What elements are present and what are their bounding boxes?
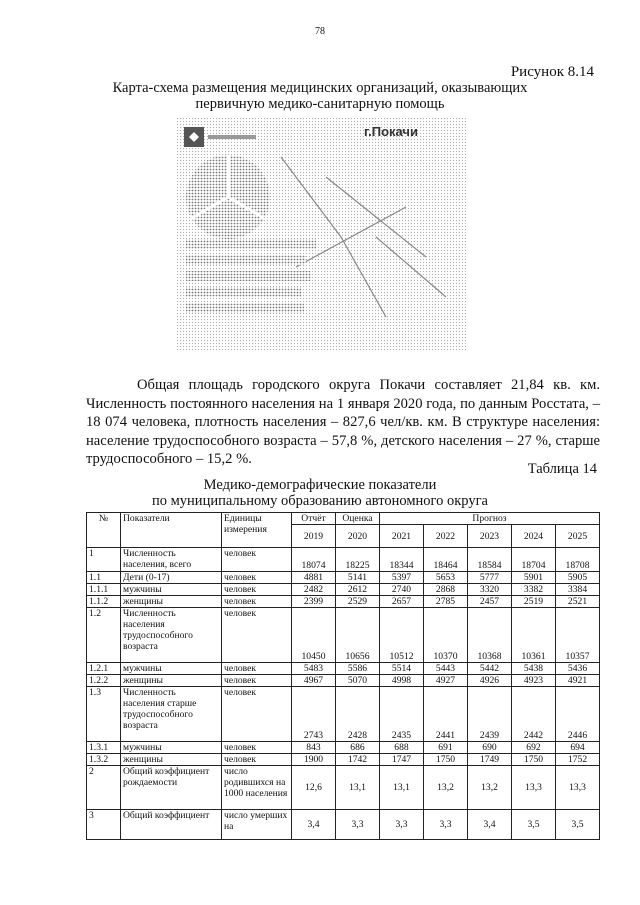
table-row (87, 663, 600, 675)
figure-title-line2: первичную медико-санитарную помощь (195, 96, 445, 112)
value-cell: 18225 (336, 548, 380, 572)
header-year: 2023 (468, 525, 512, 548)
value-cell: 1750 (512, 754, 556, 766)
table-row (87, 675, 600, 687)
value-cell: 5397 (380, 572, 424, 584)
value-cell: 10357 (556, 608, 600, 663)
value-cell: 13,1 (380, 766, 424, 810)
value-cell: 2868 (424, 584, 468, 596)
unit-cell: человек (222, 608, 292, 663)
value-cell: 2457 (468, 596, 512, 608)
value-cell: 10370 (424, 608, 468, 663)
header-year: 2022 (424, 525, 468, 548)
unit-cell: человек (222, 754, 292, 766)
value-cell: 2785 (424, 596, 468, 608)
value-cell: 13,2 (424, 766, 468, 810)
value-cell: 4927 (424, 675, 468, 687)
row-number-cell: 1.3 (87, 687, 121, 742)
value-cell: 4921 (556, 675, 600, 687)
value-cell: 1900 (292, 754, 336, 766)
value-cell: 5438 (512, 663, 556, 675)
value-cell: 5141 (336, 572, 380, 584)
table-row (87, 687, 600, 742)
value-cell: 5586 (336, 663, 380, 675)
value-cell: 5905 (556, 572, 600, 584)
value-cell: 5483 (292, 663, 336, 675)
header-forecast: Прогноз (380, 513, 600, 525)
district-circle (186, 155, 270, 239)
header-report: Отчёт (292, 513, 336, 525)
value-cell: 2441 (424, 687, 468, 742)
table-row (87, 584, 600, 596)
value-cell: 5777 (468, 572, 512, 584)
value-cell: 3,3 (336, 810, 380, 840)
table-row (87, 754, 600, 766)
row-number-cell: 1.1 (87, 572, 121, 584)
value-cell: 2435 (380, 687, 424, 742)
row-number-cell: 1 (87, 548, 121, 572)
value-cell: 690 (468, 742, 512, 754)
figure-title-line1: Карта-схема размещения медицинских организаций, оказывающих (112, 80, 528, 96)
row-number-cell: 3 (87, 810, 121, 840)
value-cell: 4923 (512, 675, 556, 687)
table-row (87, 766, 600, 810)
unit-cell: человек (222, 663, 292, 675)
value-cell: 10656 (336, 608, 380, 663)
value-cell: 10512 (380, 608, 424, 663)
value-cell: 843 (292, 742, 336, 754)
table-row (87, 548, 600, 572)
value-cell: 1749 (468, 754, 512, 766)
indicator-cell: Общий коэффициент (121, 810, 222, 840)
value-cell: 3,3 (380, 810, 424, 840)
header-unit: Единицы измерения (222, 513, 292, 548)
value-cell: 2529 (336, 596, 380, 608)
value-cell: 13,3 (512, 766, 556, 810)
value-cell: 3,5 (512, 810, 556, 840)
value-cell: 2743 (292, 687, 336, 742)
value-cell: 12,6 (292, 766, 336, 810)
value-cell: 691 (424, 742, 468, 754)
value-cell: 2482 (292, 584, 336, 596)
map-city-label: г.Покачи (364, 124, 418, 139)
unit-cell: число родившихся на 1000 населения (222, 766, 292, 810)
indicator-cell: мужчины (121, 584, 222, 596)
value-cell: 5901 (512, 572, 556, 584)
row-number-cell: 1.3.1 (87, 742, 121, 754)
value-cell: 18464 (424, 548, 468, 572)
indicator-cell: женщины (121, 754, 222, 766)
table-label: Таблица 14 (527, 461, 597, 477)
value-cell: 5070 (336, 675, 380, 687)
table-row (87, 810, 600, 840)
header-year: 2021 (380, 525, 424, 548)
value-cell: 3,4 (292, 810, 336, 840)
indicator-cell: женщины (121, 675, 222, 687)
unit-cell: человек (222, 687, 292, 742)
value-cell: 10450 (292, 608, 336, 663)
indicator-cell: Численность населения, всего (121, 548, 222, 572)
value-cell: 2612 (336, 584, 380, 596)
value-cell: 13,3 (556, 766, 600, 810)
value-cell: 2519 (512, 596, 556, 608)
value-cell: 1750 (424, 754, 468, 766)
header-year: 2020 (336, 525, 380, 548)
unit-cell: человек (222, 548, 292, 572)
unit-cell: человек (222, 584, 292, 596)
row-number-cell: 1.1.1 (87, 584, 121, 596)
header-estimate: Оценка (336, 513, 380, 525)
indicator-cell: мужчины (121, 742, 222, 754)
row-number-cell: 1.2.1 (87, 663, 121, 675)
row-number-cell: 1.2.2 (87, 675, 121, 687)
value-cell: 2442 (512, 687, 556, 742)
value-cell: 2428 (336, 687, 380, 742)
header-year: 2025 (556, 525, 600, 548)
value-cell: 4881 (292, 572, 336, 584)
indicator-cell: Численность населения трудоспособного возраста (121, 608, 222, 663)
value-cell: 5514 (380, 663, 424, 675)
value-cell: 686 (336, 742, 380, 754)
value-cell: 18708 (556, 548, 600, 572)
table-row (87, 596, 600, 608)
value-cell: 2521 (556, 596, 600, 608)
value-cell: 4926 (468, 675, 512, 687)
indicator-cell: Дети (0-17) (121, 572, 222, 584)
table-row (87, 608, 600, 663)
value-cell: 10361 (512, 608, 556, 663)
indicator-cell: мужчины (121, 663, 222, 675)
value-cell: 3382 (512, 584, 556, 596)
value-cell: 5443 (424, 663, 468, 675)
value-cell: 18704 (512, 548, 556, 572)
row-number-cell: 1.1.2 (87, 596, 121, 608)
indicator-cell: Общий коэффициент рождаемости (121, 766, 222, 810)
value-cell: 18074 (292, 548, 336, 572)
value-cell: 5436 (556, 663, 600, 675)
value-cell: 3320 (468, 584, 512, 596)
unit-cell: человек (222, 572, 292, 584)
table-title-line2: по муниципальному образованию автономного округа (151, 493, 488, 509)
row-number-cell: 1.2 (87, 608, 121, 663)
header-year: 2019 (292, 525, 336, 548)
medical-map-image (176, 117, 467, 352)
value-cell: 10368 (468, 608, 512, 663)
figure-title (110, 80, 530, 112)
value-cell: 4998 (380, 675, 424, 687)
value-cell: 2657 (380, 596, 424, 608)
value-cell: 18344 (380, 548, 424, 572)
row-number-cell: 1.3.2 (87, 754, 121, 766)
indicator-cell: женщины (121, 596, 222, 608)
value-cell: 2399 (292, 596, 336, 608)
table-title-line1: Медико-демографические показатели (203, 477, 437, 493)
value-cell: 692 (512, 742, 556, 754)
value-cell: 3,5 (556, 810, 600, 840)
row-number-cell: 2 (87, 766, 121, 810)
page-number: 78 (315, 26, 325, 37)
value-cell: 1747 (380, 754, 424, 766)
indicator-cell: Численность населения старше трудоспособного возраста (121, 687, 222, 742)
unit-cell: человек (222, 675, 292, 687)
value-cell: 2740 (380, 584, 424, 596)
demographics-table (86, 512, 600, 840)
value-cell: 18584 (468, 548, 512, 572)
header-indicator: Показатели (121, 513, 222, 548)
value-cell: 5653 (424, 572, 468, 584)
table-row (87, 742, 600, 754)
value-cell: 4967 (292, 675, 336, 687)
table-row (87, 572, 600, 584)
table-title (0, 477, 640, 509)
value-cell: 1752 (556, 754, 600, 766)
unit-cell: число умерших на (222, 810, 292, 840)
value-cell: 2439 (468, 687, 512, 742)
value-cell: 13,2 (468, 766, 512, 810)
value-cell: 1742 (336, 754, 380, 766)
value-cell: 2446 (556, 687, 600, 742)
value-cell: 688 (380, 742, 424, 754)
value-cell: 13,1 (336, 766, 380, 810)
value-cell: 3384 (556, 584, 600, 596)
body-paragraph: Общая площадь городского округа Покачи составляет 21,84 кв. км. Численность постоянного населения на 1 января 2020 года, по данным Росстата, – 18 074 человека, плотность населения – 827,6 чел/кв. км. В структуре населения: население трудоспособного возраста – 57,8 %, детского населения – 27 %, старше трудоспособного – 15,2 %. (86, 377, 600, 467)
unit-cell: человек (222, 742, 292, 754)
value-cell: 3,4 (468, 810, 512, 840)
value-cell: 694 (556, 742, 600, 754)
unit-cell: человек (222, 596, 292, 608)
figure-label: Рисунок 8.14 (510, 64, 594, 80)
value-cell: 3,3 (424, 810, 468, 840)
value-cell: 5442 (468, 663, 512, 675)
header-num: № (87, 513, 121, 548)
header-year: 2024 (512, 525, 556, 548)
